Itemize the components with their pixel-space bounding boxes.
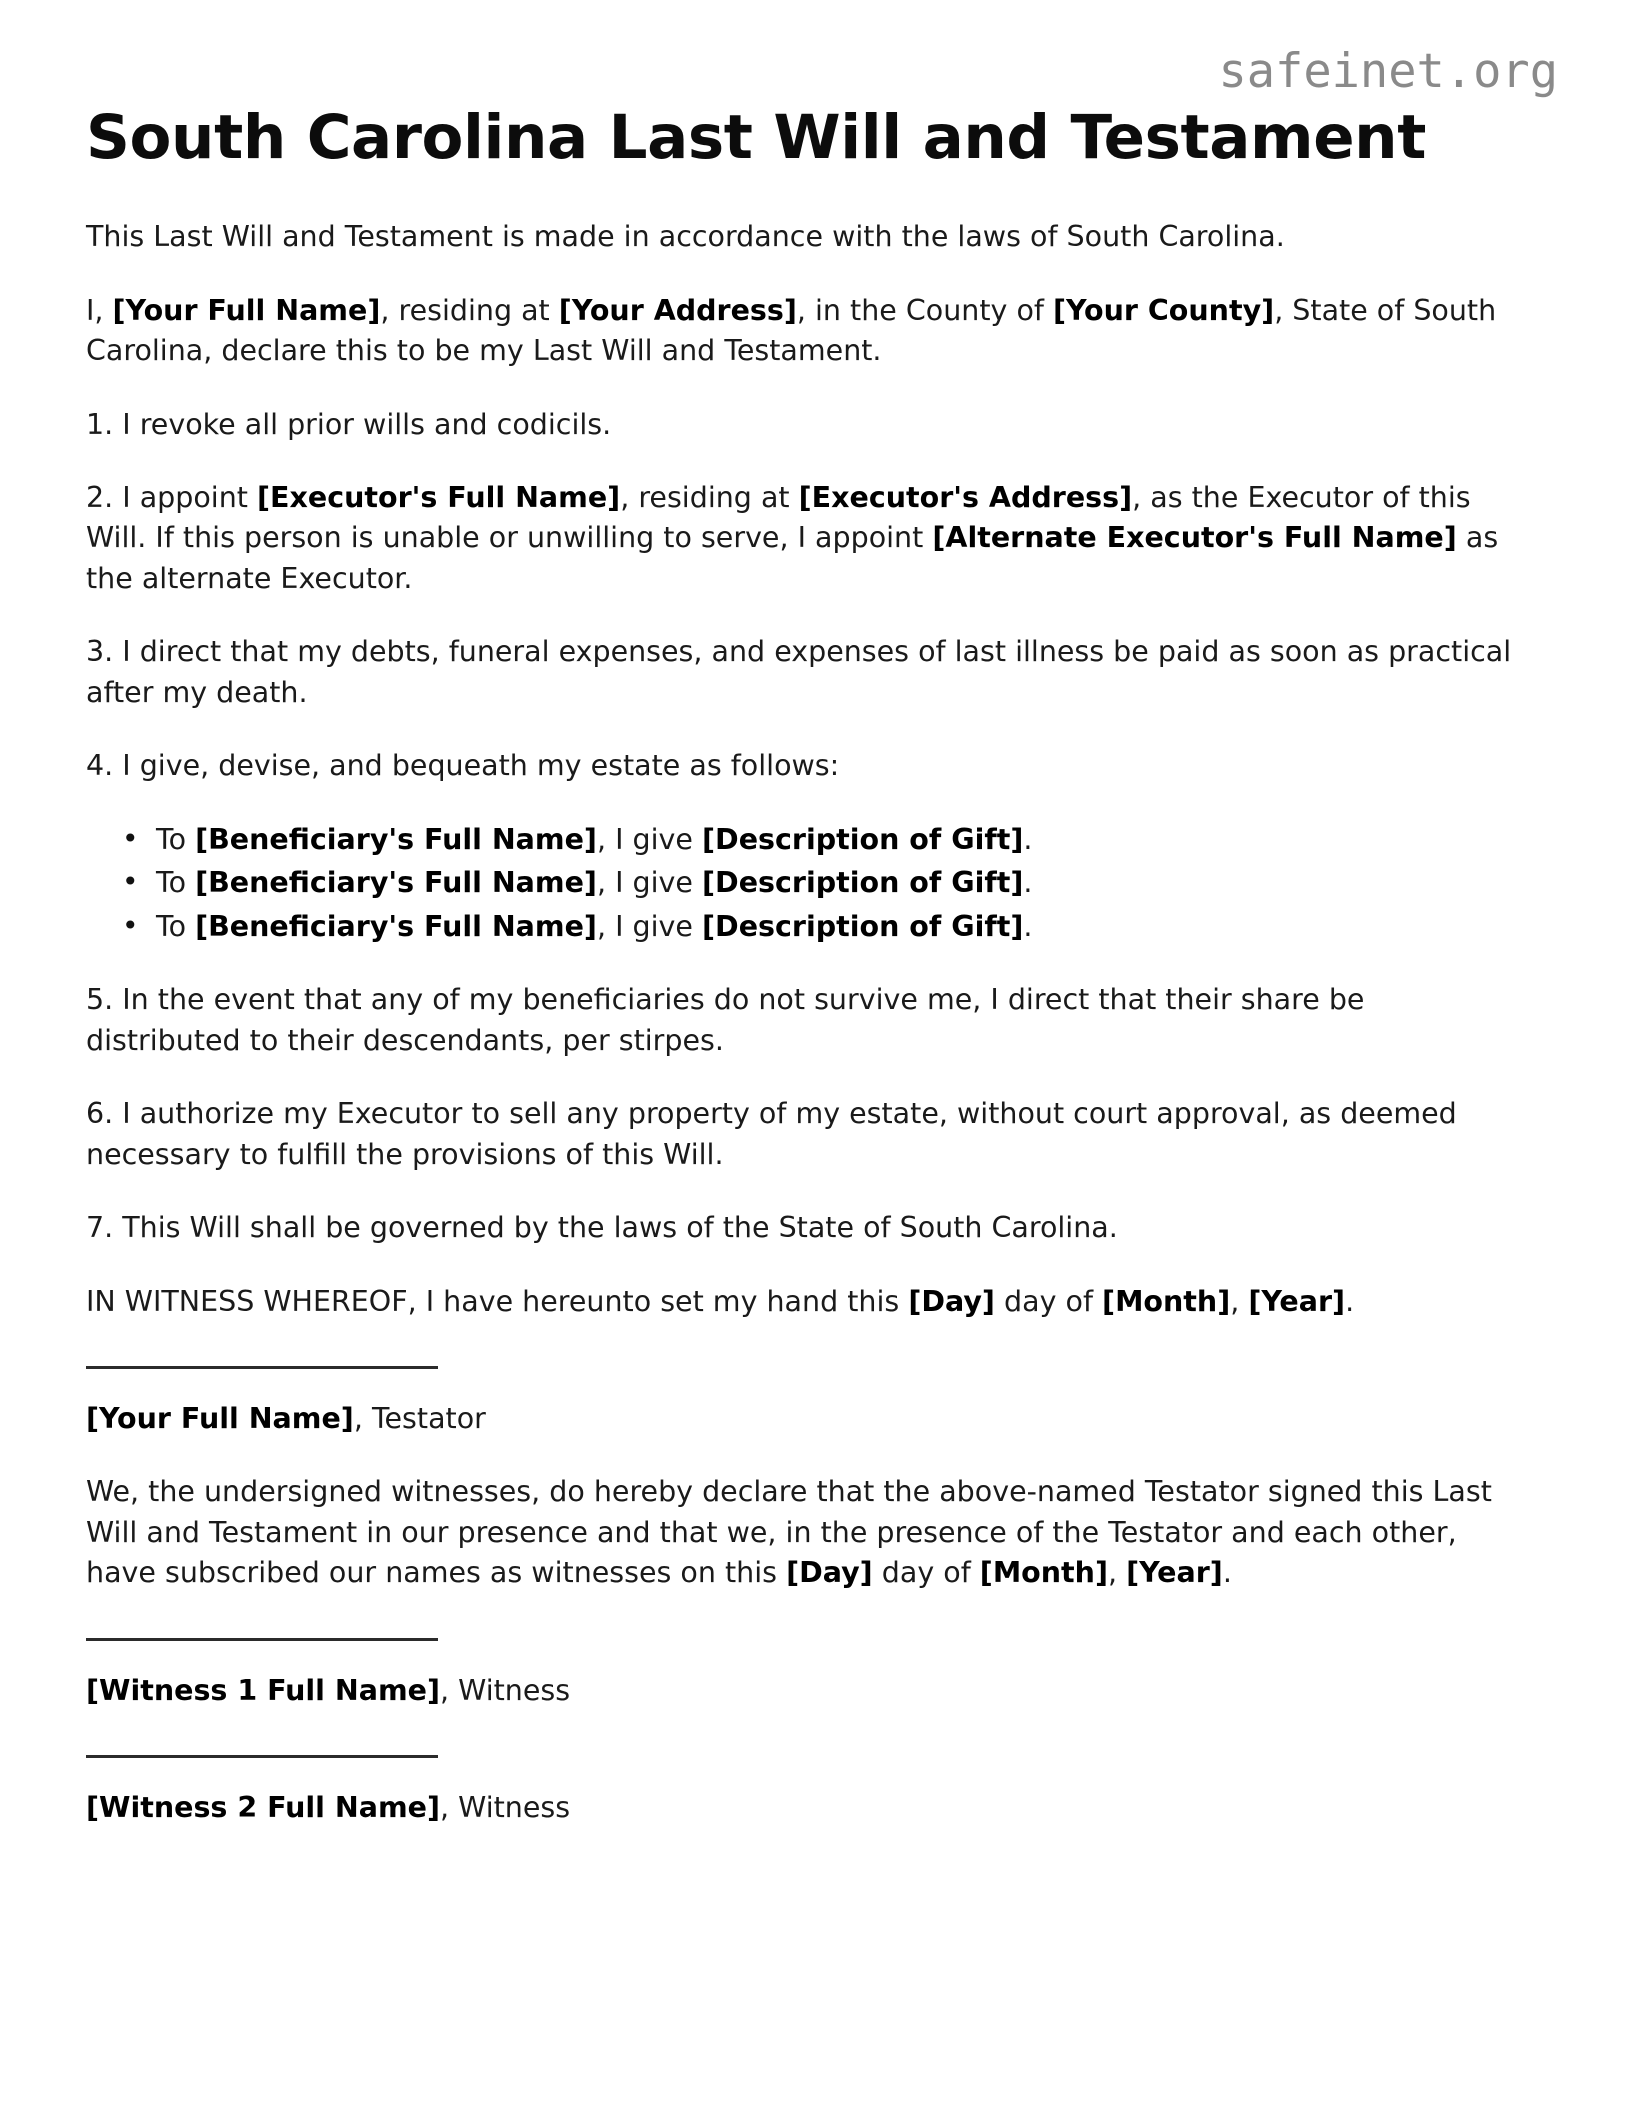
gift-suffix: .	[1023, 822, 1033, 856]
clause-6: 6. I authorize my Executor to sell any property of my estate, without court approval, as deemed necessary to fulfill the provisions of this Will.	[86, 1097, 1457, 1171]
witness-1-signature-line	[86, 1638, 438, 1641]
clause-2-mid-2: , as the Executor of this Will. If this person is unable or unwilling to serve, I appoint	[86, 480, 1471, 555]
clause-2-mid-1: , residing at	[620, 480, 799, 514]
placeholder-your-county: [Your County]	[1052, 293, 1275, 327]
testator-role: , Testator	[353, 1402, 486, 1435]
placeholder-your-full-name: [Your Full Name]	[112, 293, 381, 327]
gift-mid: , I give	[596, 822, 703, 856]
gift-prefix: To	[156, 822, 196, 856]
gift-mid: , I give	[596, 909, 703, 943]
attestation-paragraph	[86, 1282, 1520, 1322]
clause-5: 5. In the event that any of my beneficiaries do not survive me, I direct that their share be distributed to their descendants, per stirpes.	[86, 983, 1365, 1057]
clause-3: 3. I direct that my debts, funeral expenses, and expenses of last illness be paid as soon as practical after my death.	[86, 635, 1512, 709]
placeholder-day: [Day]	[908, 1284, 995, 1318]
placeholder-executor-full-name: [Executor's Full Name]	[257, 480, 621, 514]
site-watermark: safeinet.org	[1218, 44, 1558, 99]
list-item	[156, 820, 1520, 860]
placeholder-executor-address: [Executor's Address]	[798, 480, 1133, 514]
list-item	[156, 907, 1520, 947]
witness-statement-mid-2: ,	[1108, 1556, 1127, 1590]
document-content	[86, 104, 1520, 1862]
gift-list	[86, 820, 1520, 947]
testator-name-line	[86, 1399, 1520, 1439]
list-item	[156, 863, 1520, 903]
witness-statement-prefix: We, the undersigned witnesses, do hereby declare that the above-named Testator signed this Last Will and Testament in our presence and that we, in the presence of the Testator and each other, have subscribed our names as witnesses on this	[86, 1475, 1492, 1590]
declaration-suffix: , State of South Carolina, declare this to be my Last Will and Testament.	[86, 293, 1497, 368]
witness-statement-mid-1: day of	[872, 1556, 980, 1590]
witness-1-role: , Witness	[440, 1673, 571, 1707]
placeholder-your-address: [Your Address]	[558, 293, 797, 327]
gift-suffix: .	[1023, 909, 1033, 943]
clause-2-suffix: as the alternate Executor.	[86, 521, 1499, 595]
witness-statement-suffix: .	[1222, 1556, 1232, 1590]
placeholder-witness-1-full-name: [Witness 1 Full Name]	[86, 1673, 441, 1707]
gift-suffix: .	[1023, 866, 1033, 900]
placeholder-description-of-gift: [Description of Gift]	[702, 866, 1024, 900]
clause-1: 1. I revoke all prior wills and codicils.	[86, 407, 612, 441]
placeholder-month: [Month]	[1102, 1284, 1231, 1318]
witness-statement-paragraph	[86, 1472, 1520, 1593]
placeholder-month: [Month]	[979, 1556, 1108, 1590]
clause-7: 7. This Will shall be governed by the laws of the State of South Carolina.	[86, 1211, 1118, 1245]
gift-mid: , I give	[596, 866, 703, 900]
placeholder-beneficiary-full-name: [Beneficiary's Full Name]	[195, 822, 597, 856]
placeholder-witness-2-full-name: [Witness 2 Full Name]	[86, 1791, 441, 1825]
attestation-mid-1: day of	[994, 1284, 1103, 1318]
gift-prefix: To	[156, 866, 196, 900]
placeholder-description-of-gift: [Description of Gift]	[702, 822, 1024, 856]
placeholder-description-of-gift: [Description of Gift]	[702, 909, 1024, 943]
placeholder-your-full-name: [Your Full Name]	[86, 1402, 354, 1435]
placeholder-beneficiary-full-name: [Beneficiary's Full Name]	[195, 866, 597, 900]
placeholder-beneficiary-full-name: [Beneficiary's Full Name]	[195, 909, 597, 943]
page-title: South Carolina Last Will and Testament	[86, 102, 1426, 173]
placeholder-alternate-executor-full-name: [Alternate Executor's Full Name]	[932, 521, 1457, 555]
declaration-mid-1: , residing at	[380, 293, 559, 327]
witness-2-signature-line	[86, 1755, 438, 1758]
declaration-mid-2: , in the County of	[796, 293, 1053, 327]
witness-1-name-line	[86, 1671, 1520, 1711]
clause-2-prefix: 2. I appoint	[86, 480, 258, 514]
witness-2-name-line	[86, 1788, 1520, 1828]
clause-4-intro: 4. I give, devise, and bequeath my estate as follows:	[86, 749, 840, 783]
clause-2	[86, 478, 1520, 599]
placeholder-year: [Year]	[1126, 1556, 1223, 1590]
attestation-mid-2: ,	[1230, 1284, 1249, 1318]
intro-paragraph: This Last Will and Testament is made in accordance with the laws of South Carolina.	[86, 220, 1285, 254]
witness-2-role: , Witness	[440, 1791, 571, 1825]
attestation-prefix: IN WITNESS WHEREOF, I have hereunto set my hand this	[86, 1284, 909, 1318]
gift-prefix: To	[156, 909, 196, 943]
declaration-prefix: I,	[86, 293, 113, 327]
placeholder-day: [Day]	[786, 1556, 873, 1590]
declaration-paragraph	[86, 291, 1520, 372]
attestation-suffix: .	[1345, 1284, 1355, 1318]
placeholder-year: [Year]	[1248, 1284, 1346, 1318]
testator-signature-line	[86, 1366, 438, 1369]
